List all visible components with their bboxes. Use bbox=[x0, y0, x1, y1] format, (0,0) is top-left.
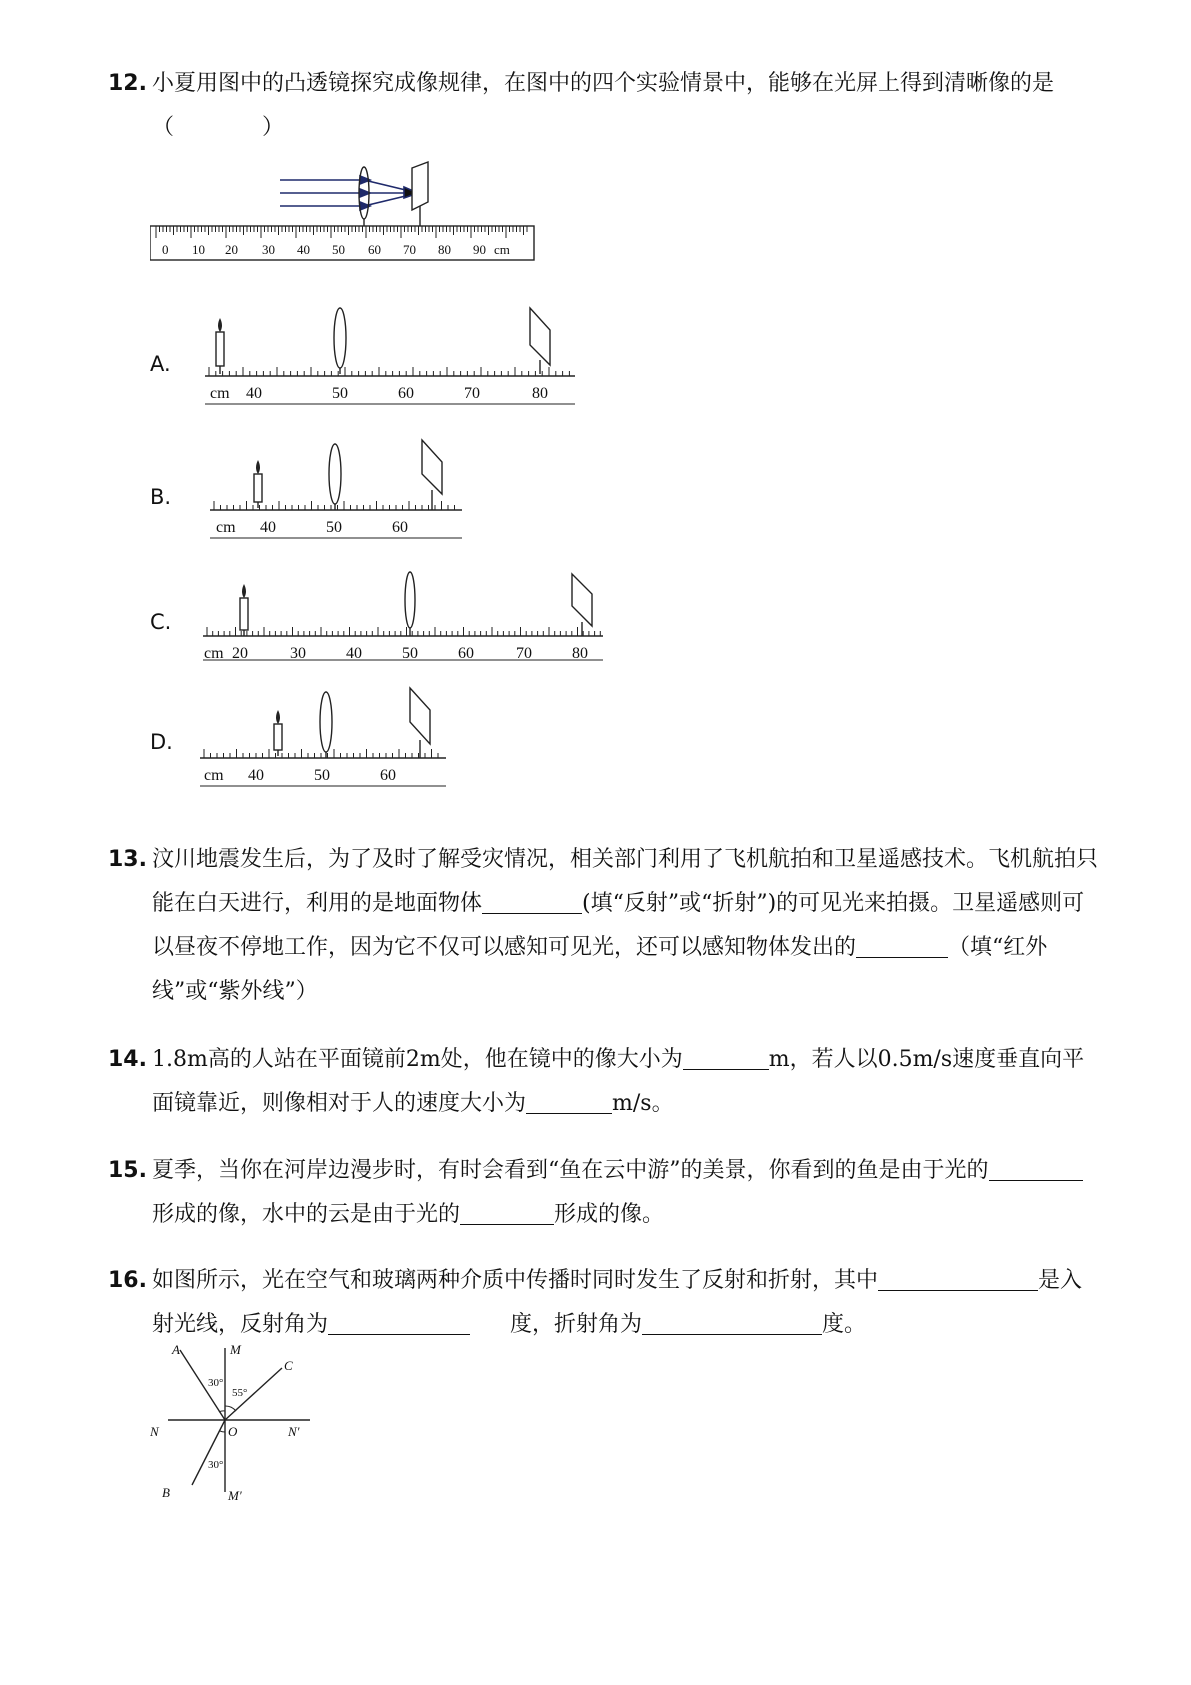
tick-label: 60 bbox=[458, 645, 474, 662]
candle-icon bbox=[240, 584, 248, 636]
convex-lens bbox=[334, 308, 346, 368]
question-number: 12. bbox=[108, 71, 147, 96]
question-text-part: 形成的像。 bbox=[554, 1202, 665, 1227]
tick-label: 80 bbox=[438, 242, 451, 257]
question-text-part: 度。 bbox=[822, 1312, 867, 1337]
tick-label: 60 bbox=[392, 519, 408, 536]
option-b-figure bbox=[200, 432, 470, 542]
option-c-figure bbox=[198, 564, 608, 664]
question-13 bbox=[108, 838, 1098, 1014]
question-text-part: 形成的像，水中的云是由于光的 bbox=[152, 1202, 461, 1227]
question-12 bbox=[108, 62, 1098, 150]
tick-label: 0 bbox=[162, 242, 169, 257]
answer-blank[interactable] bbox=[989, 1154, 1083, 1181]
tick-label: 80 bbox=[532, 385, 548, 402]
answer-blank[interactable] bbox=[856, 931, 948, 958]
tick-label: 50 bbox=[402, 645, 418, 662]
option-d-label: D. bbox=[150, 730, 173, 754]
tick-label: 60 bbox=[398, 385, 414, 402]
ruler-unit: cm bbox=[204, 645, 224, 662]
tick-label: 70 bbox=[516, 645, 532, 662]
tick-label: 40 bbox=[246, 385, 262, 402]
tick-label: 50 bbox=[326, 519, 342, 536]
ruler-unit: cm bbox=[494, 242, 510, 257]
answer-blank[interactable] bbox=[328, 1308, 470, 1335]
label-a: A bbox=[172, 1342, 180, 1357]
question-text-part: 是入射光线，反射角为 bbox=[152, 1268, 1083, 1337]
question-number: 13. bbox=[108, 847, 147, 872]
candle-icon bbox=[216, 318, 224, 374]
convex-lens bbox=[405, 572, 415, 628]
tick-label: 20 bbox=[232, 645, 248, 662]
light-screen bbox=[410, 688, 430, 744]
answer-blank[interactable] bbox=[642, 1308, 822, 1335]
option-c-label: C. bbox=[150, 610, 172, 634]
question-text-part: 1.8m高的人站在平面镜前2m处，他在镜中的像大小为 bbox=[152, 1047, 683, 1072]
light-screen bbox=[412, 162, 428, 210]
question-text bbox=[152, 838, 1098, 1014]
tick-label: 70 bbox=[464, 385, 480, 402]
option-a-figure bbox=[200, 300, 580, 410]
answer-blank[interactable] bbox=[482, 887, 582, 914]
question-text-part: 如图所示，光在空气和玻璃两种介质中传播时同时发生了反射和折射，其中 bbox=[152, 1268, 879, 1293]
tick-label: 30 bbox=[262, 242, 275, 257]
label-n: N bbox=[150, 1424, 159, 1439]
angle-label: 30° bbox=[208, 1377, 224, 1389]
answer-blank[interactable] bbox=[878, 1264, 1038, 1291]
tick-label: 10 bbox=[192, 242, 205, 257]
question-text-part: 度，折射角为 bbox=[510, 1312, 643, 1337]
light-screen bbox=[572, 574, 592, 626]
question-text: 小夏用图中的凸透镜探究成像规律，在图中的四个实验情景中，能够在光屏上得到清晰像的是（ ） bbox=[152, 71, 1055, 140]
tick-label: 40 bbox=[248, 767, 264, 784]
question-number: 16. bbox=[108, 1268, 147, 1293]
option-b-label: B. bbox=[150, 485, 172, 509]
label-b: B bbox=[162, 1485, 170, 1500]
candle-icon bbox=[254, 460, 262, 508]
tick-label: 70 bbox=[403, 242, 416, 257]
question-text bbox=[152, 1038, 1098, 1126]
option-a-label: A. bbox=[150, 352, 171, 376]
question-text-part: 夏季，当你在河岸边漫步时，有时会看到“鱼在云中游”的美景，你看到的鱼是由于光的 bbox=[152, 1158, 989, 1183]
tick-label: 60 bbox=[380, 767, 396, 784]
question-14 bbox=[108, 1038, 1098, 1126]
question-number: 15. bbox=[108, 1158, 147, 1183]
ray-ob bbox=[192, 1420, 225, 1485]
label-m: M bbox=[230, 1342, 241, 1357]
candle-icon bbox=[274, 710, 282, 756]
tick-label: 30 bbox=[290, 645, 306, 662]
convex-lens bbox=[320, 692, 332, 752]
ruler-unit: cm bbox=[210, 385, 230, 402]
tick-label: 20 bbox=[225, 242, 238, 257]
ruler-unit: cm bbox=[216, 519, 236, 536]
ruler-unit: cm bbox=[204, 767, 224, 784]
question-number: 14. bbox=[108, 1047, 147, 1072]
light-screen bbox=[422, 440, 442, 494]
tick-label: 40 bbox=[260, 519, 276, 536]
light-screen bbox=[530, 308, 550, 365]
question-text-part: m/s。 bbox=[612, 1091, 674, 1116]
angle-label: 55° bbox=[232, 1387, 248, 1399]
option-d-figure bbox=[196, 680, 456, 790]
question-15 bbox=[108, 1149, 1098, 1237]
tick-label: 90 bbox=[473, 242, 486, 257]
parallel-rays bbox=[280, 176, 418, 210]
tick-label: 50 bbox=[332, 385, 348, 402]
tick-label: 50 bbox=[332, 242, 345, 257]
label-c: C bbox=[284, 1358, 293, 1373]
question-text bbox=[152, 1259, 1098, 1347]
question-16 bbox=[108, 1259, 1098, 1347]
angle-label: 30° bbox=[208, 1459, 224, 1471]
question-text-part: (填“反射”或“折射”)的可见光来拍摄。卫星遥感则可以昼夜不停地工作，因为它不仅可以感知可见光，还可以感知物体发出的 bbox=[152, 891, 1085, 960]
tick-label: 40 bbox=[346, 645, 362, 662]
convex-lens bbox=[329, 444, 341, 504]
tick-label: 50 bbox=[314, 767, 330, 784]
question-text-part: m，若人以0.5m/s速度垂直向平面镜靠近，则像相对于人的速度大小为 bbox=[152, 1047, 1085, 1116]
question-text-part: 汶川地震发生后，为了及时了解受灾情况，相关部门利用了飞机航拍和卫星遥感技术。飞机航拍只能在白天进行，利用的是地面物体 bbox=[152, 847, 1099, 916]
tick-label: 60 bbox=[368, 242, 381, 257]
reflection-refraction-diagram bbox=[150, 1340, 330, 1505]
lens-focus-figure bbox=[150, 160, 570, 265]
tick-label: 80 bbox=[572, 645, 588, 662]
tick-label: 40 bbox=[297, 242, 310, 257]
label-m-prime: M′ bbox=[228, 1488, 242, 1503]
label-o: O bbox=[228, 1424, 238, 1439]
answer-blank[interactable] bbox=[683, 1043, 769, 1070]
answer-blank[interactable] bbox=[526, 1087, 612, 1114]
question-text bbox=[152, 1149, 1098, 1237]
label-n-prime: N′ bbox=[288, 1424, 300, 1439]
answer-blank[interactable] bbox=[460, 1198, 554, 1225]
question-text-part: （填“红外线”或“紫外线”） bbox=[152, 935, 1048, 1004]
